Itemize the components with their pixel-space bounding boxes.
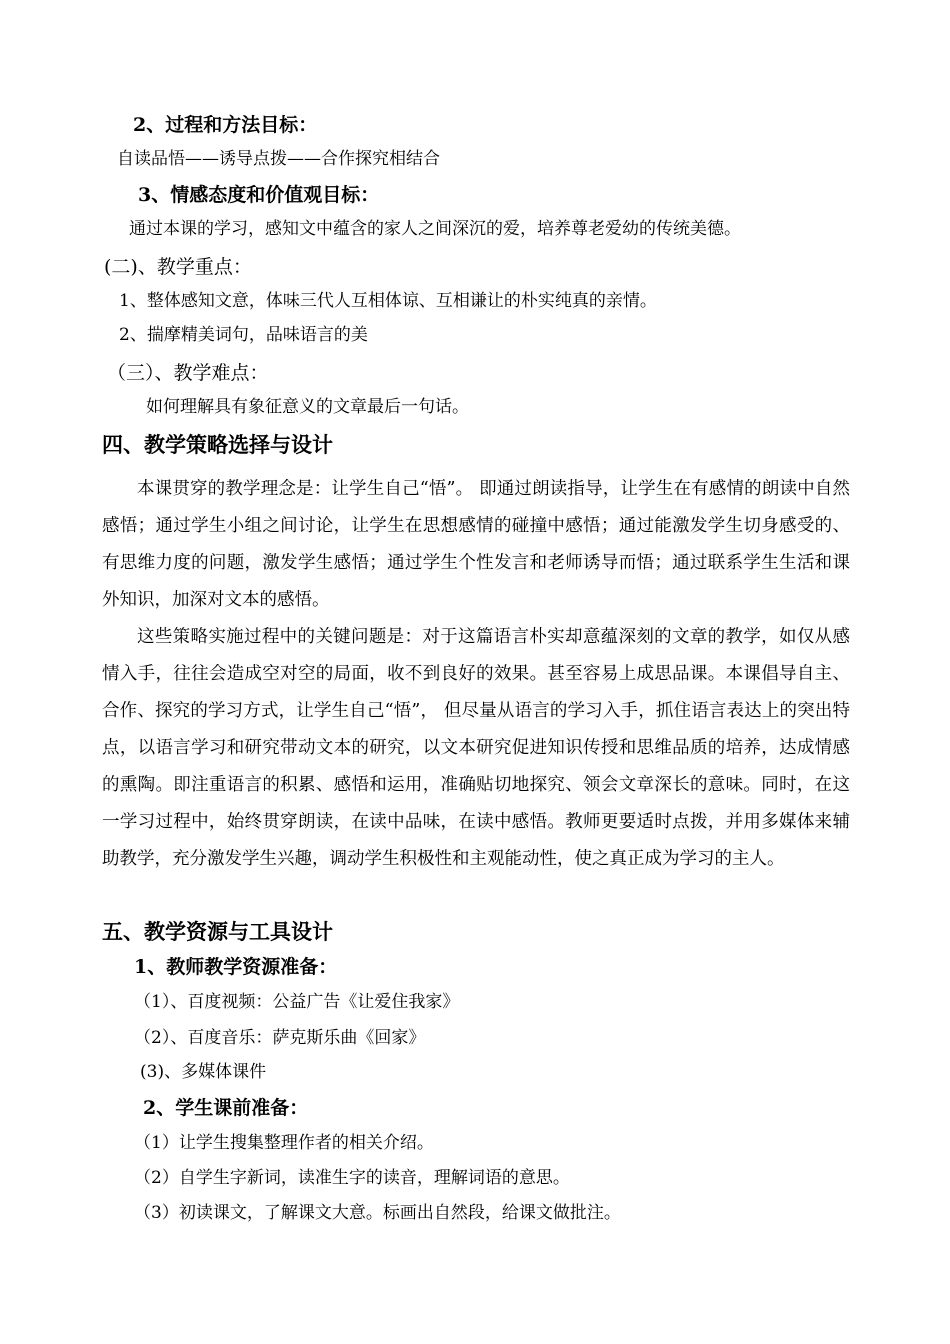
section-heading-4: 四、教学策略选择与设计 [102, 432, 333, 457]
resource-item-1: （1）、百度视频：公益广告《让爱住我家》 [134, 992, 460, 1012]
emotion-goals-text: 通过本课的学习，感知文中蕴含的家人之间深沉的爱，培养尊老爱幼的传统美德。 [129, 219, 741, 239]
resource-item-3: (3)、多媒体课件 [140, 1062, 267, 1082]
strategy-paragraph-1: 本课贯穿的教学理念是：让学生自己“悟”。 即通过朗读指导，让学生在有感情的朗读中自然感悟；通过学生小组之间讨论，让学生在思想感情的碰撞中感悟；通过能激发学生切身感受的、有思维力度的问题，激发学生感悟；通过学生个性发言和老师诱导而悟；通过联系学生生活和课外知识，加深对文本的感悟。 [102, 479, 850, 610]
prep-item-3: （3）初读课文，了解课文大意。标画出自然段，给课文做批注。 [134, 1203, 621, 1223]
difficulty-text: 如何理解具有象征意义的文章最后一句话。 [146, 397, 469, 417]
heading-teaching-focus: (二)、教学重点： [104, 256, 252, 278]
focus-item-2: 2、揣摩精美词句，品味语言的美 [119, 325, 368, 345]
focus-item-1: 1、整体感知文意，体味三代人互相体谅、互相谦让的朴实纯真的亲情。 [119, 291, 657, 311]
process-goals-text: 自读品悟——诱导点拨——合作探究相结合 [117, 149, 440, 169]
subheading-teacher-resources: 1、教师教学资源准备： [134, 956, 338, 978]
prep-item-2: （2）自学生字新词，读准生字的读音，理解词语的意思。 [134, 1168, 570, 1188]
heading-teaching-difficulty: （三）、教学难点： [107, 362, 269, 384]
section-heading-5: 五、教学资源与工具设计 [102, 919, 333, 944]
subheading-process-goals: 2、过程和方法目标： [133, 114, 318, 136]
subheading-student-prep: 2、学生课前准备： [143, 1097, 309, 1119]
strategy-paragraph-2: 这些策略实施过程中的关键问题是：对于这篇语言朴实却意蕴深刻的文章的教学，如仅从感情入手，往往会造成空对空的局面，收不到良好的效果。甚至容易上成思品课。本课倡导自主、合作、探究的学习方式，让学生自己“悟”， 但尽量从语言的学习入手，抓住语言表达上的突出特点，以语言学习和研究带动文本的研究，以文本研究促进知识传授和思维品质的培养，达成情感的熏陶。即注重语言的积累、感悟和运用，准确贴切地探究、领会文章深长的意味。同时，在这一学习过程中，始终贯穿朗读，在读中品味，在读中感悟。教师更要适时点拨，并用多媒体来辅助教学，充分激发学生兴趣，调动学生积极性和主观能动性，使之真正成为学习的主人。 [102, 627, 850, 869]
subheading-emotion-goals: 3、情感态度和价值观目标： [138, 184, 380, 206]
prep-item-1: （1）让学生搜集整理作者的相关介绍。 [134, 1133, 434, 1153]
resource-item-2: （2）、百度音乐：萨克斯乐曲《回家》 [134, 1028, 426, 1048]
